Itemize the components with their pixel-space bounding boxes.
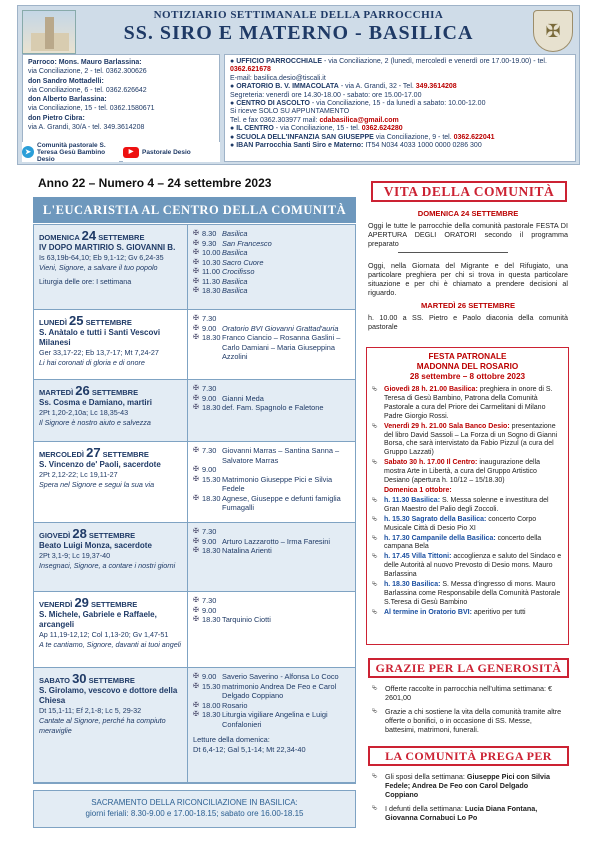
- vita-paragraph: Oggi, nella Giornata del Migrante e del Rifugiato, una particolare preghiera per chi si trova in questa particolare situazione e per chi è chiamato a prendere decisioni al riguardo.: [368, 261, 568, 297]
- readings: Dt 15,1-11; Ef 2,1-8; Lc 5, 29-32: [39, 706, 142, 715]
- day-row: [34, 380, 355, 442]
- vita-body: [368, 207, 568, 335]
- festa-item: ⮱ h. 11.30 Basilica: S. Messa solenne e investitura del Gran Maestro del Palio degli Zoccoli.: [372, 496, 549, 513]
- cross-icon: ✠: [193, 249, 199, 256]
- cross-icon: ✠: [193, 230, 199, 237]
- saint-name: Beato Luigi Monza, sacerdote: [39, 541, 152, 550]
- day-heading: MERCOLEDÌ 27 SETTEMBRE: [39, 445, 149, 460]
- mass-entry: ✠ 7.30: [193, 314, 217, 323]
- list-item: ⮱ I defunti della settimana: Lucia Diana Fontana, Giovanna Cornabuci Lo Po: [372, 804, 538, 822]
- mass-entry: ✠ 18.30 Agnese, Giuseppe e defunti famiglia Fumagalli: [193, 493, 341, 512]
- day-info: [34, 592, 188, 667]
- mass-list: [188, 442, 355, 522]
- cross-icon: ✠: [193, 447, 199, 454]
- office-line: Tel. e fax 0362.303977 mail: cdabasilica@gmail.com: [230, 116, 399, 124]
- festa-item: ⮱ h. 18.30 Basilica: S. Messa d'ingresso di mons. Mauro Barlassina come Responsabile della Comunità Pastorale S.Teresa di Gesù Bambino: [372, 581, 561, 606]
- motto: Spera nel Signore e segui la sua via: [39, 480, 155, 489]
- cross-icon: ✠: [193, 268, 199, 275]
- day-info: [34, 442, 188, 522]
- grazie-title: GRAZIE PER LA GENEROSITÀ: [368, 658, 569, 678]
- cross-icon: ✠: [193, 597, 199, 604]
- festa-item: ⮱ h. 15.30 Sagrato della Basilica: concerto Corpo Musicale Città di Desio Pio XI: [372, 515, 537, 532]
- saint-name: S. Michele, Gabriele e Raffaele, arcangeli: [39, 610, 157, 629]
- bullet-icon: ⮱: [372, 773, 378, 780]
- mass-entry: ✠ 7.30: [193, 384, 217, 393]
- bullet-icon: ⮱: [372, 581, 378, 589]
- day-heading: GIOVEDÌ 28 SETTEMBRE: [39, 526, 136, 541]
- festa-box: [366, 347, 569, 645]
- motto: Insegnaci, Signore, a contare i nostri giorni: [39, 561, 176, 570]
- saint-name: S. Vincenzo de' Paoli, sacerdote: [39, 460, 161, 469]
- motto: Vieni, Signore, a salvare il tuo popolo: [39, 263, 158, 272]
- mass-entry: ✠ 10.30 Sacro Cuore: [193, 257, 264, 267]
- mass-entry: ✠ 18.00 Rosario: [193, 700, 248, 710]
- office-line: ● UFFICIO PARROCCHIALE - via Conciliazione, 2 (lunedì, mercoledì e venerdì ore 17.00-19.00) - tel. 0362.621678: [230, 58, 547, 74]
- cross-icon: ✠: [193, 334, 199, 341]
- cross-icon: ✠: [193, 475, 199, 483]
- grazie-list: [366, 680, 569, 743]
- mass-entry: ✠ 7.30: [193, 527, 217, 536]
- mass-list: [188, 380, 355, 441]
- sunday-readings: Letture della domenica: Dt 6,4-12; Gal 5,1-14; Mt 22,34-40: [193, 735, 306, 754]
- festa-item: ⮱ Al termine in Oratorio BVI: aperitivo per tutti: [372, 608, 526, 616]
- cross-icon: ✠: [193, 711, 199, 718]
- day-row: [34, 592, 355, 668]
- day-heading: SABATO 30 SETTEMBRE: [39, 671, 135, 686]
- readings: 2Pt 3,1-9; Lc 19,37-40: [39, 551, 111, 560]
- bullet-icon: ⮱: [372, 422, 378, 430]
- cross-icon: ✠: [193, 466, 199, 473]
- motto: Li hai coronati di gloria e di onore: [39, 358, 145, 367]
- mass-schedule-table: [33, 224, 356, 784]
- mass-entry: ✠ 9.00 Arturo Lazzarotto – Irma Faresini: [193, 536, 331, 546]
- bullet-icon: ⮱: [372, 708, 378, 715]
- cross-icon: ✠: [193, 258, 199, 266]
- cross-icon: ✠: [193, 547, 199, 554]
- day-heading: DOMENICA 24 SETTEMBRE: [39, 228, 145, 243]
- cross-icon: ✠: [193, 606, 199, 614]
- clergy-entry: Parroco: Mons. Mauro Barlassina: via Conciliazione, 2 - tel. 0362.300626: [28, 59, 147, 76]
- office-line: Si riceve SOLO SU APPUNTAMENTO: [230, 108, 350, 116]
- mass-entry: ✠ 7.30 Giovanni Marras – Santina Sanna – Salvatore Marras: [193, 446, 340, 465]
- mass-entry: ✠ 9.00 Saverio Saverino - Alfonsa Lo Coco: [193, 672, 339, 681]
- mass-entry: ✠ 18.30 Basilica: [193, 286, 248, 295]
- bullet-icon: ⮱: [372, 534, 378, 542]
- day-row: [34, 310, 355, 380]
- masthead-subtitle: NOTIZIARIO SETTIMANALE DELLA PARROCCHIA: [153, 9, 444, 21]
- schedule-banner: L'EUCARISTIA AL CENTRO DELLA COMUNITÀ: [33, 197, 356, 223]
- cross-icon: ✠: [193, 277, 199, 285]
- cross-icon: ✠: [193, 701, 199, 709]
- cross-icon: ✠: [193, 537, 199, 545]
- liturgy-note: Liturgia delle ore: I settimana: [39, 277, 132, 286]
- mass-entry: ✠ 18.30 def. Fam. Spagnolo e Faletone: [193, 403, 324, 412]
- readings: Is 63,19b-64,10; Eb 9,1-12; Gv 6,24-35: [39, 253, 164, 262]
- festa-list: [372, 386, 563, 618]
- bullet-icon: ⮱: [372, 805, 378, 812]
- festa-dates: 28 settembre – 8 ottobre 2023: [409, 372, 526, 381]
- motto: Cantate al Signore, perché ha compiuto meraviglie: [39, 716, 166, 735]
- day-row: [34, 523, 355, 592]
- festa-item: ⮱ Sabato 30 h. 17.00 Il Centro: inaugurazione della mostra Arte in Libertà, a cura del Gruppo Artistico Desiano (apertura h. 10/12 – 15/18.30): [372, 459, 541, 485]
- mass-entry: ✠ 15.30 matrimonio Andrea De Feo e Carol Delgado Coppiano: [193, 681, 337, 700]
- confession-box: [33, 790, 356, 828]
- cross-icon: ✠: [193, 673, 199, 680]
- clergy-entry: don Sandro Mottadelli: via Conciliazione, 6 - tel. 0362.626642: [28, 77, 147, 94]
- cross-icon: ✠: [193, 616, 199, 623]
- mass-entry: ✠ 9.00 Gianni Meda: [193, 393, 264, 403]
- mass-entry: ✠ 9.00: [193, 465, 217, 474]
- office-line: ● SCUOLA DELL'INFANZIA SAN GIUSEPPE via Conciliazione, 9 - tel. 0362.622041: [230, 133, 495, 141]
- mass-entry: ✠ 11.30 Basilica: [193, 276, 248, 286]
- list-item: ⮱ Gli sposi della settimana: Giuseppe Pici con Silvia Fedele; Andrea De Feo con Carol Delgado Coppiano: [372, 772, 550, 799]
- festa-item: ⮱ Giovedì 28 h. 21.00 Basilica: preghiera in onore di S. Teresa di Gesù Bambino, Patrona della Comunità Pastorale a cura del Priore dei Carmelitani di Milano Padre Giorgio Rossi.: [372, 386, 553, 420]
- masthead-title: SS. SIRO E MATERNO - BASILICA: [123, 22, 474, 44]
- cross-icon: ✠: [193, 287, 199, 294]
- cross-icon: ✠: [193, 394, 199, 402]
- list-item: ⮱ Grazie a chi sostiene la vita della comunità tramite altre offerte o bonifici, o in occasione di SS. Messe, battesimi, matrimoni, funerali.: [372, 707, 562, 734]
- mass-entry: ✠ 9.30 San Francesco: [193, 238, 272, 248]
- motto: Il Signore è nostro aiuto e salvezza: [39, 418, 151, 427]
- clergy-entry: don Pietro Cibra: via A. Grandi, 30/A - tel. 349.3614208: [28, 114, 145, 132]
- office-line: ● IL CENTRO - via Conciliazione, 15 - tel. 0362.624280: [230, 125, 403, 133]
- day-heading: VENERDÌ 29 SETTEMBRE: [39, 595, 138, 610]
- mass-entry: ✠ 10.00 Basilica: [193, 248, 248, 257]
- saint-name: S. Anàtalo e tutti i Santi Vescovi Milanesi: [39, 328, 161, 347]
- festa-title: FESTA PATRONALE: [428, 352, 507, 361]
- mass-list: [188, 668, 355, 782]
- prega-title: LA COMUNITÀ PREGA PER: [368, 746, 569, 766]
- festa-item: ⮱ Venerdì 29 h. 21.00 Sala Banco Desio: presentazione del libro David Sassoli – La Forza di un Sogno di Gianni Borsa, che sarà intervistato da Fabio Pizzul (a cura del Gruppo Lazzati): [372, 422, 558, 457]
- bullet-icon: ⮱: [372, 515, 378, 523]
- office-line: Segreteria: venerdì ore 14.30-18.00 - sabato: ore 15.00-17.00: [230, 91, 422, 99]
- day-row: [34, 225, 355, 310]
- mass-entry: ✠ 11.00 Crocifisso: [193, 267, 255, 276]
- cross-icon: ✠: [193, 494, 199, 502]
- saint-name: S. Girolamo, vescovo e dottore della Chiesa: [39, 686, 178, 705]
- mass-entry: ✠ 18.30 Franco Ciancio – Rosanna Gaslini – Carlo Damiani – Maria Giuseppina Azzolini: [193, 333, 341, 361]
- saint-name: Ss. Cosma e Damiano, martiri: [39, 398, 152, 407]
- issue-line: Anno 22 – Numero 4 – 24 settembre 2023: [38, 176, 272, 190]
- office-line: E-mail: basilica.desio@tiscali.it: [230, 74, 326, 82]
- festa-item: Domenica 1 ottobre:: [384, 486, 452, 494]
- masthead: [18, 6, 579, 52]
- day-row: [34, 668, 355, 783]
- mass-entry: ✠ 15.30 Matrimonio Giuseppe Pici e Silvia Fedele: [193, 474, 333, 493]
- cross-icon: ✠: [193, 528, 199, 535]
- office-line: ● CENTRO DI ASCOLTO - via Conciliazione, 15 - da lunedì a sabato: 10.00-12.00: [230, 100, 486, 108]
- readings: Ap 11,19-12,12; Col 1,13-20; Gv 1,47-51: [39, 630, 169, 639]
- cross-icon: ✠: [193, 404, 199, 411]
- vita-title: VITA DELLA COMUNITÀ: [371, 181, 567, 202]
- bullet-icon: ⮱: [372, 608, 378, 616]
- festa-item: ⮱ h. 17.45 Villa Tittoni: accoglienza e saluto del Sindaco e delle Autorità al nuovo Prevosto di Desio mons. Mauro Barlassina: [372, 553, 562, 579]
- bullet-icon: ⮱: [372, 685, 378, 692]
- day-info: [34, 380, 188, 441]
- bullet-icon: ⮱: [372, 459, 378, 467]
- mass-entry: ✠ 18.30 Natalina Arienti: [193, 546, 272, 555]
- day-info: [34, 225, 188, 309]
- community-link[interactable]: ➤ Comunità pastorale S. Teresa Gesù Bambino Desio: [22, 142, 119, 162]
- mass-list: [188, 225, 355, 309]
- vita-paragraph: Oggi le tutte le parrocchie della comunità pastorale FESTA DI APERTURA DEGLI ORATORI secondo il programma preparato: [368, 221, 568, 248]
- day-row: [34, 442, 355, 523]
- mass-list: [188, 592, 355, 667]
- day-info: [34, 523, 188, 591]
- youtube-icon: ▶: [123, 147, 139, 158]
- mass-list: [188, 523, 355, 591]
- mass-list: [188, 310, 355, 379]
- vita-section-heading: MARTEDÌ 26 SETTEMBRE: [420, 301, 516, 310]
- day-heading: MARTEDÌ 26 SETTEMBRE: [39, 383, 139, 398]
- readings: 2Pt 1,20-2,10a; Lc 18,35-43: [39, 408, 129, 417]
- youtube-link[interactable]: ▶ Pastorale Desio: [123, 142, 220, 162]
- motto: A te cantiamo, Signore, davanti ai tuoi angeli: [39, 640, 181, 649]
- divider: [398, 252, 508, 253]
- bullet-icon: ⮱: [372, 386, 378, 393]
- day-heading: LUNEDÌ 25 SETTEMBRE: [39, 313, 132, 328]
- day-info: [34, 668, 188, 782]
- bullet-icon: ⮱: [372, 553, 378, 561]
- mass-entry: ✠ 7.30: [193, 596, 217, 605]
- mass-entry: ✠ 9.00: [193, 605, 217, 615]
- vita-paragraph: h. 10.00 a SS. Pietro e Paolo diaconia della comunità pastorale: [368, 313, 568, 331]
- confession-title: SACRAMENTO DELLA RICONCILIAZIONE IN BASILICA:: [91, 798, 298, 807]
- cross-icon: ✠: [193, 239, 199, 247]
- list-item: ⮱ Offerte raccolte in parrocchia nell'ultima settimana: € 2601,00: [372, 684, 553, 702]
- bulletin-header: [17, 5, 580, 165]
- confession-text: giorni feriali: 8.30-9.00 e 17.00-18.15; sabato ore 16.00-18.15: [85, 809, 304, 818]
- festa-subtitle: MADONNA DEL ROSARIO: [416, 362, 519, 371]
- clergy-entry: don Alberto Barlassina: via Conciliazione, 15 - tel. 0362.1580671: [28, 96, 155, 113]
- cross-icon: ✠: [193, 315, 199, 322]
- coat-of-arms-icon: ✠: [533, 10, 573, 52]
- festa-item: ⮱ h. 17.30 Campanile della Basilica: concerto della campana Bela: [372, 534, 542, 551]
- social-links: [22, 142, 220, 162]
- saint-name: IV DOPO MARTIRIO S. GIOVANNI B.: [39, 243, 176, 252]
- mass-entry: ✠ 18.30 Liturgia vigiliare Angelina e Luigi Confalonieri: [193, 710, 328, 729]
- office-line: ● ORATORIO B. V. IMMACOLATA - via A. Grandi, 32 - Tel. 349.3614208: [230, 83, 457, 91]
- readings: Ger 33,17-22; Eb 13,7-17; Mt 7,24-27: [39, 348, 159, 357]
- vita-section-heading: DOMENICA 24 SETTEMBRE: [417, 209, 519, 218]
- cross-icon: ✠: [193, 385, 199, 392]
- bullet-icon: ⮱: [372, 496, 378, 504]
- day-info: [34, 310, 188, 379]
- prega-list: [366, 768, 569, 831]
- mass-entry: ✠ 18.30 Tarquinio Ciotti: [193, 615, 271, 624]
- mass-entry: ✠ 8.30 Basilica: [193, 229, 248, 238]
- mass-entry: ✠ 9.00 Oratorio BVI Giovanni Grattad'auria: [193, 323, 339, 333]
- offices-list: [224, 54, 576, 162]
- cross-icon: ✠: [193, 324, 199, 332]
- readings: 2Pt 2,12-22; Lc 19,11-27: [39, 470, 118, 479]
- cross-icon: ✠: [193, 682, 199, 690]
- telegram-icon: ➤: [22, 146, 34, 158]
- office-line: ● IBAN Parrocchia Santi Siro e Materno: IT54 N034 4033 1000 0000 0286 300: [230, 142, 482, 150]
